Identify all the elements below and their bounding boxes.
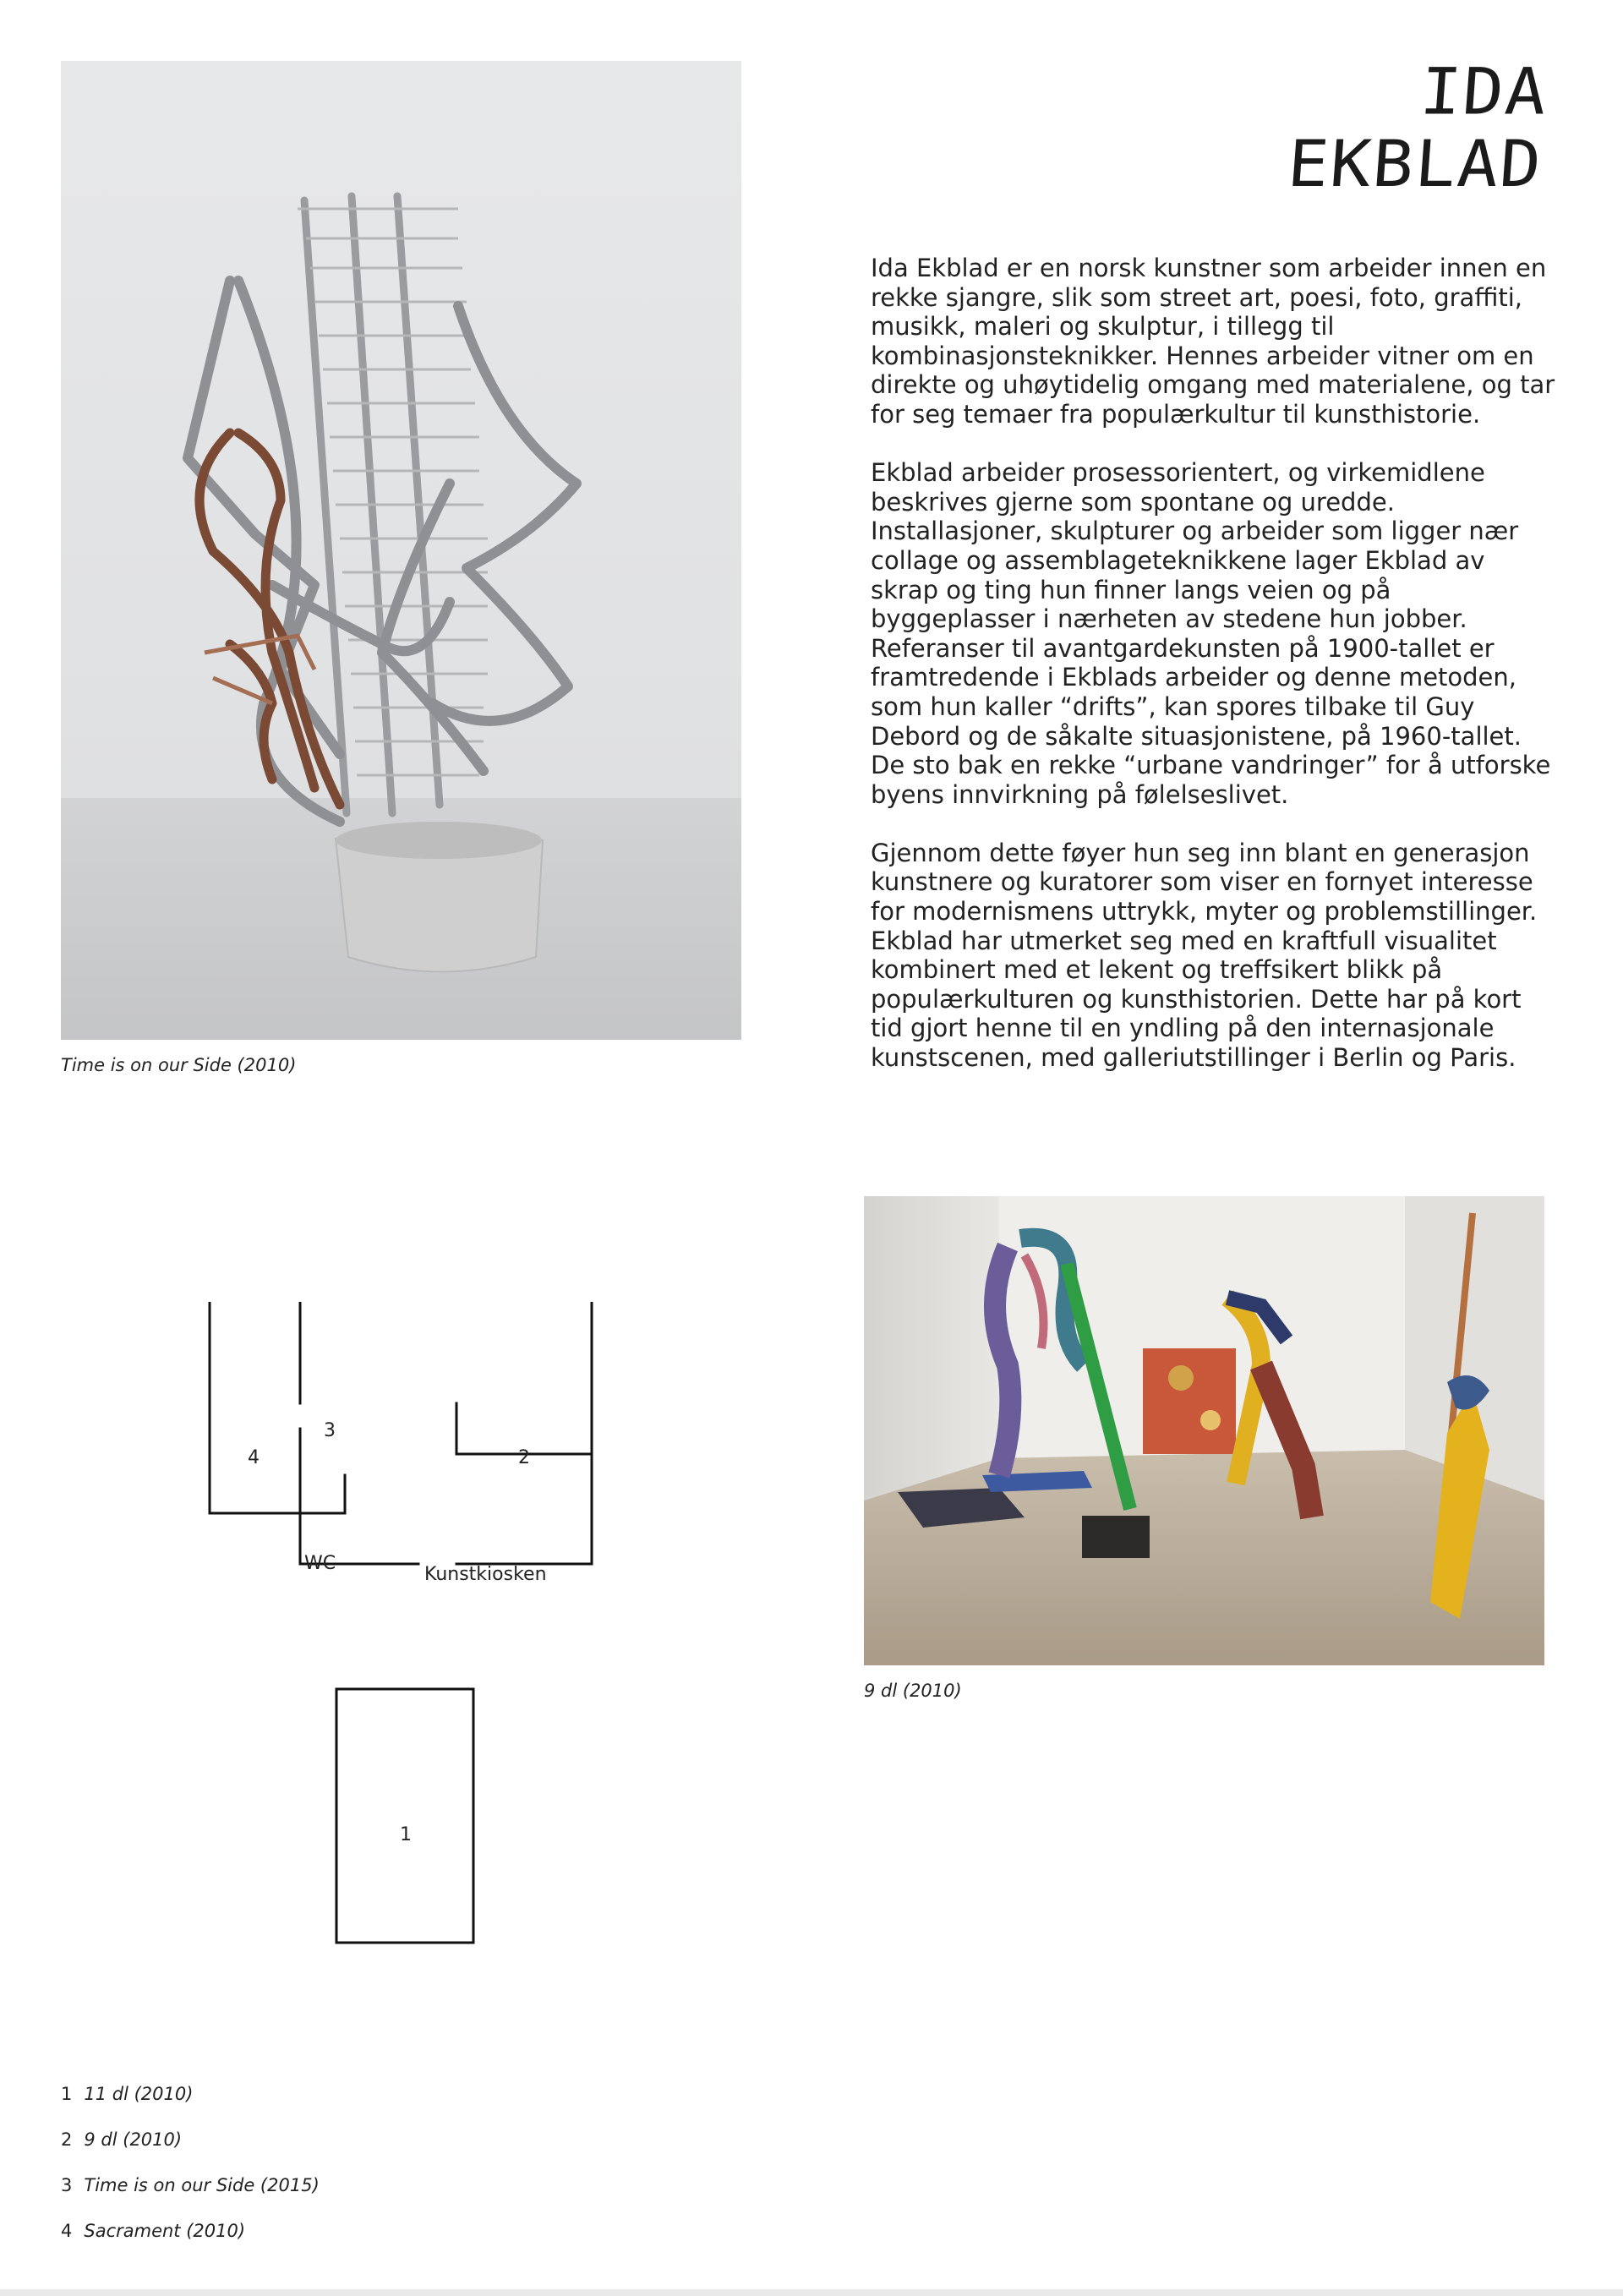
plan-room-3-label: 3 [324,1420,336,1441]
legend-item [61,2117,320,2162]
plan-kiosk-label: Kunstkiosken [424,1564,547,1585]
legend-work-title: Time is on our Side (2015) [84,2175,320,2195]
title-line-2: EKBLAD [1285,126,1545,201]
legend-item [61,2071,320,2117]
bio-paragraph-3: Gjennom dette føyer hun seg inn blant en generasjon kunstnere og kuratorer som viser en fornyet interesse for modernismens uttrykk, myter og problemstillinger. Ekblad har utmerket seg med en kraftfull visualitet kombinert med et lekent og treffsikert blikk på populærkulturen og kunsthistorien. Dette har på kort tid gjort henne til en yndling på den internasjonale kunstscenen, med galleriutstillinger i Berlin og Paris. [871,838,1538,1073]
floor-plan-drawing [203,1302,609,1961]
plan-room-4-label: 4 [248,1447,260,1468]
page-bottom-rule [0,2289,1623,2296]
legend-item [61,2208,320,2254]
bio-paragraph-1: Ida Ekblad er en norsk kunstner som arbeider innen en rekke sjangre, slik som street art, poesi, foto, graffiti, musikk, maleri og skulptur, i tillegg til kombinasjonsteknikker. Hennes arbeider vitner om en direkte og uhøytidelig omgang med materialene, og tar for seg temaer fra populærkultur til kunsthistorie. [871,254,1555,429]
legend-number: 4 [61,2221,73,2241]
sculpture-photo [61,61,741,1040]
photo1-caption: Time is on our Side (2010) [61,1055,297,1075]
installation-photo [864,1196,1544,1665]
plan-room-1-label: 1 [400,1824,412,1845]
works-legend [61,2071,320,2254]
artist-title [1285,56,1550,200]
plan-room-2-label: 2 [518,1447,530,1468]
bio-paragraph-2: Ekblad arbeider prosessorientert, og virkemidlene beskrives gjerne som spontane og uredde. Installasjoner, skulpturer og arbeider som ligger nær collage og assemblageteknikkene lager Ekblad av skrap og ting hun finner langs veien og på byggeplasser i nærheten av stedene hun jobber. Referanser til avantgardekunsten på 1900-tallet er framtredende i Ekblads arbeider og denne metoden, som hun kaller “drifts”, kan spores tilbake til Guy Debord og de såkalte situasjonistene, på 1960-tallet. De sto bak en rekke “urbane vandringer” for å utforske byens innvirkning på følelseslivet. [871,458,1551,809]
title-line-1: IDA [1418,54,1551,129]
artist-biography [871,254,1555,1102]
legend-work-title: 11 dl (2010) [84,2084,194,2104]
legend-number: 1 [61,2084,73,2104]
legend-work-title: 9 dl (2010) [84,2129,183,2150]
legend-number: 3 [61,2175,73,2195]
legend-item [61,2162,320,2208]
floor-plan [203,1302,609,1965]
plan-wc-label: WC [304,1553,336,1574]
legend-number: 2 [61,2129,73,2150]
photo2-caption: 9 dl (2010) [864,1681,962,1701]
legend-work-title: Sacrament (2010) [84,2221,246,2241]
